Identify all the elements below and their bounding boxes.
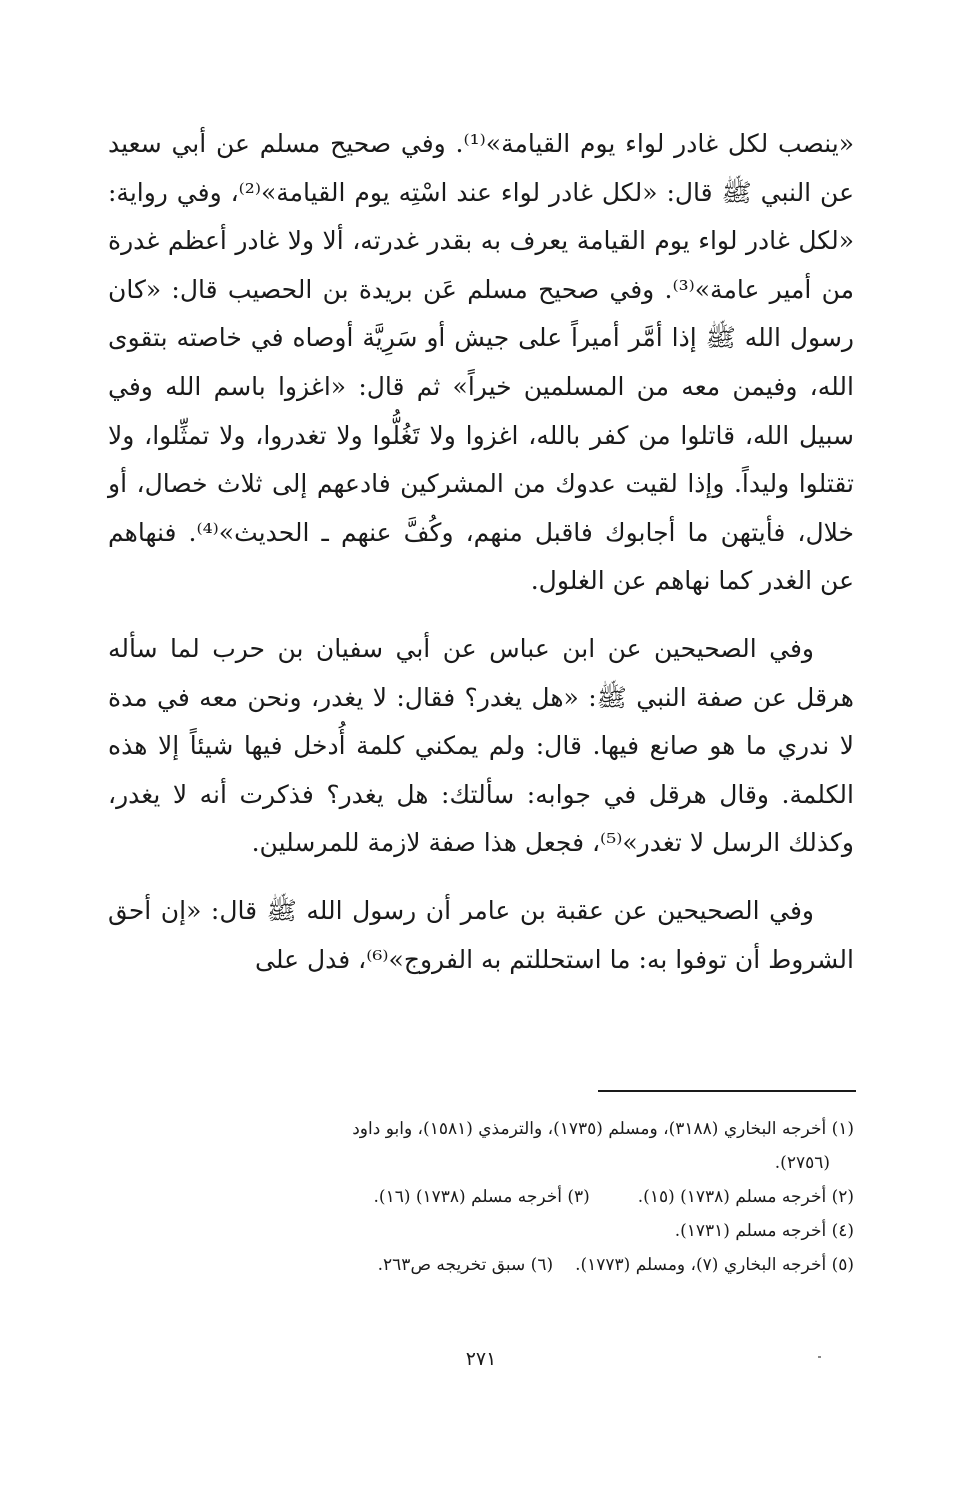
footnotes (108, 1112, 854, 1282)
footnote-5: (٥) أخرجه البخاري (٧)، ومسلم (١٧٧٣). (575, 1255, 854, 1275)
footnote-2: (٢) أخرجه مسلم (١٧٣٨) (١٥). (637, 1187, 854, 1207)
footnote-separator (598, 1090, 856, 1092)
page-number: ٢٧١ (465, 1348, 497, 1370)
footnote-3: (٣) أخرجه مسلم (١٧٣٨) (١٦). (373, 1187, 590, 1207)
footnote-1: (١) أخرجه البخاري (٣١٨٨)، ومسلم (١٧٣٥)، والترمذي (١٥٨١)، وابو داود (352, 1119, 854, 1139)
footnote-6: (٦) سبق تخريجه ص٢٦٣. (377, 1255, 554, 1275)
scan-speck (818, 1356, 821, 1358)
paragraph-1: «ينصب لكل غادر لواء يوم القيامة»⁽¹⁾. وفي صحيح مسلم عن أبي سعيد عن النبي ﷺ قال: «لكل غادر لواء عند اسْتِه يوم القيامة»⁽²⁾، وفي رواية: «لكل غادر لواء يوم القيامة يعرف به بقدر غدرته، ألا ولا غادر أعظم غدرة من أمير عامة»⁽³⁾. وفي صحيح مسلم عَن بريدة بن الحصيب قال: «كان رسول الله ﷺ إذا أمَّر أميراً على جيش أو سَرِيَّة أوصاه في خاصته بتقوى الله، وفيمن معه من المسلمين خيراً» ثم قال: «اغزوا باسم الله وفي سبيل الله، قاتلوا من كفر بالله، اغزوا ولا تَغُلُّوا ولا تغدروا، ولا تمثِّلوا، ولا تقتلوا وليداً. وإذا لقيت عدوك من المشركين فادعهم إلى ثلاث خصال، أو خلال، فأيتهن ما أجابوك فاقبل منهم، وكُفَّ عنهم ـ الحديث»⁽⁴⁾. فنهاهم عن الغدر كما نهاهم عن الغلول. (108, 129, 854, 596)
footnote-row-2-3 (108, 1180, 854, 1214)
footnote-4: (٤) أخرجه مسلم (١٧٣١). (674, 1221, 854, 1241)
paragraph-2: وفي الصحيحين عن ابن عباس عن أبي سفيان بن حرب لما سأله هرقل عن صفة النبي ﷺ: «هل يغدر؟ فقال: لا يغدر، ونحن معه في مدة لا ندري ما هو صانع فيها. قال: ولم يمكني كلمة أُدخل فيها شيئاً إلا هذه الكلمة. وقال هرقل في جوابه: سألتك: هل يغدر؟ فذكرت أنه لا يغدر، وكذلك الرسل لا تغدر»⁽⁵⁾، فجعل هذا صفة لازمة للمرسلين. (108, 633, 854, 858)
paragraph-3: وفي الصحيحين عن عقبة بن عامر أن رسول الله ﷺ قال: «إن أحق الشروط أن توفوا به: ما استحللتم به الفروج»⁽⁶⁾، فدل على (108, 895, 854, 974)
footnote-1-continuation: (٢٧٥٦). (774, 1153, 830, 1173)
main-text (108, 120, 854, 984)
footnote-row-5-6 (108, 1248, 854, 1282)
